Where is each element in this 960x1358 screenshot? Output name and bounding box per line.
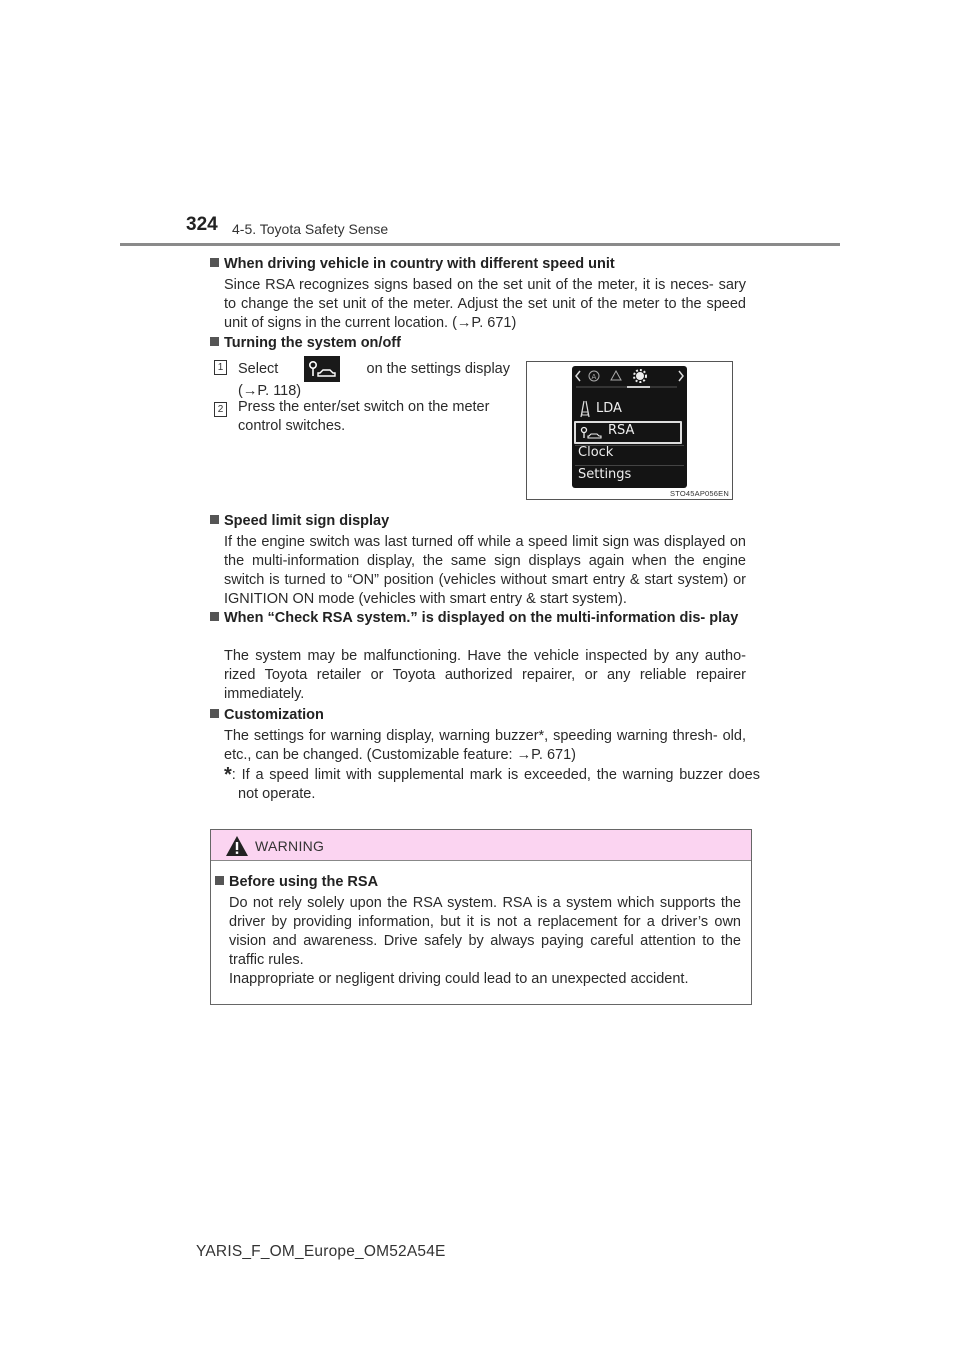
step-number-1: 1	[214, 360, 227, 375]
section-heading-check-rsa	[210, 609, 746, 628]
menu-divider	[575, 465, 684, 466]
warning-header	[211, 830, 751, 861]
warning-heading-text: Before using the RSA	[229, 874, 379, 890]
heading-text: Turning the system on/off	[224, 335, 401, 351]
warning-box	[210, 829, 752, 1005]
settings-display-figure	[526, 361, 733, 500]
meter-screen	[572, 366, 687, 488]
section-heading-customization	[210, 707, 324, 723]
menu-item-settings: Settings	[578, 467, 632, 482]
lda-icon	[578, 400, 592, 418]
warning-triangle-icon	[225, 835, 249, 857]
heading-text: When “Check RSA system.” is displayed on the multi-information dis- play	[224, 610, 739, 626]
screen-top-bar	[572, 366, 687, 392]
step-1-text-after: on the settings display	[366, 360, 510, 377]
bullet-square-icon	[210, 515, 219, 524]
rsa-settings-icon	[304, 356, 340, 382]
step-1-reference: (→P. 118)	[238, 383, 302, 399]
heading-text: When driving vehicle in country with different speed unit	[224, 256, 615, 272]
figure-id: STO45AP056EN	[670, 489, 729, 498]
document-footer-code: YARIS_F_OM_Europe_OM52A54E	[196, 1243, 446, 1260]
section-heading-speed-unit	[210, 256, 615, 272]
bullet-square-icon	[210, 709, 219, 718]
bullet-square-icon	[210, 258, 219, 267]
step-number-2: 2	[214, 402, 227, 417]
warning-paragraph-1: Do not rely solely upon the RSA system. RSA is a system which supports the driver by providing information, but it is not a replacement for a driver’s own vision and awareness. Drive safely by always paying careful attention to the traffic rules.	[229, 895, 741, 968]
footnote-text: : If a speed limit with supplemental mark is exceeded, the warning buzzer does not operate.	[231, 767, 760, 802]
page-number: 324	[186, 214, 218, 235]
menu-item-rsa: RSA	[608, 423, 635, 438]
step-1-text-before: Select	[238, 360, 279, 377]
menu-item-lda: LDA	[596, 401, 622, 416]
section-heading-speed-limit-display	[210, 513, 389, 529]
footnote-mark: *	[224, 764, 232, 786]
paragraph-speed-limit-display: If the engine switch was last turned off while a speed limit sign was displayed on the multi-information display, the same sign displays again when the engine switch is turned to “ON” position (vehicles without smart entry & start system) or IGNITION ON mode (vehicles with smart entry & start system).	[224, 534, 746, 607]
bullet-square-icon	[210, 337, 219, 346]
section-heading-on-off	[210, 335, 401, 351]
bullet-square-icon	[210, 612, 219, 621]
heading-text: Customization	[224, 707, 324, 723]
paragraph-speed-unit: Since RSA recognizes signs based on the set unit of the meter, it is neces- sary to change the set unit of the meter. Adjust the set unit of the meter to the speed unit of signs in the current location. (→P. 671)	[224, 277, 746, 331]
warning-title: WARNING	[255, 838, 325, 854]
warning-paragraph-2: Inappropriate or negligent driving could lead to an unexpected accident.	[229, 971, 689, 987]
rsa-icon	[580, 426, 602, 440]
paragraph-check-rsa: The system may be malfunctioning. Have the vehicle inspected by any autho- rized Toyota retailer or Toyota authorized repairer, or any reliable repairer immediately.	[224, 648, 746, 702]
step-1-text	[238, 356, 510, 401]
bullet-square-icon	[215, 876, 224, 885]
heading-text: Speed limit sign display	[224, 513, 390, 529]
step-2-text: Press the enter/set switch on the meter control switches.	[238, 399, 490, 434]
svg-text:A: A	[591, 373, 597, 381]
menu-item-clock: Clock	[578, 445, 614, 460]
footnote	[224, 766, 760, 804]
header-rule	[120, 243, 840, 246]
warning-heading	[215, 874, 378, 890]
section-title: 4-5. Toyota Safety Sense	[232, 221, 389, 237]
paragraph-customization: The settings for warning display, warning buzzer*, speeding warning thresh- old, etc., can be changed. (Customizable feature: →P. 671)	[224, 728, 746, 763]
